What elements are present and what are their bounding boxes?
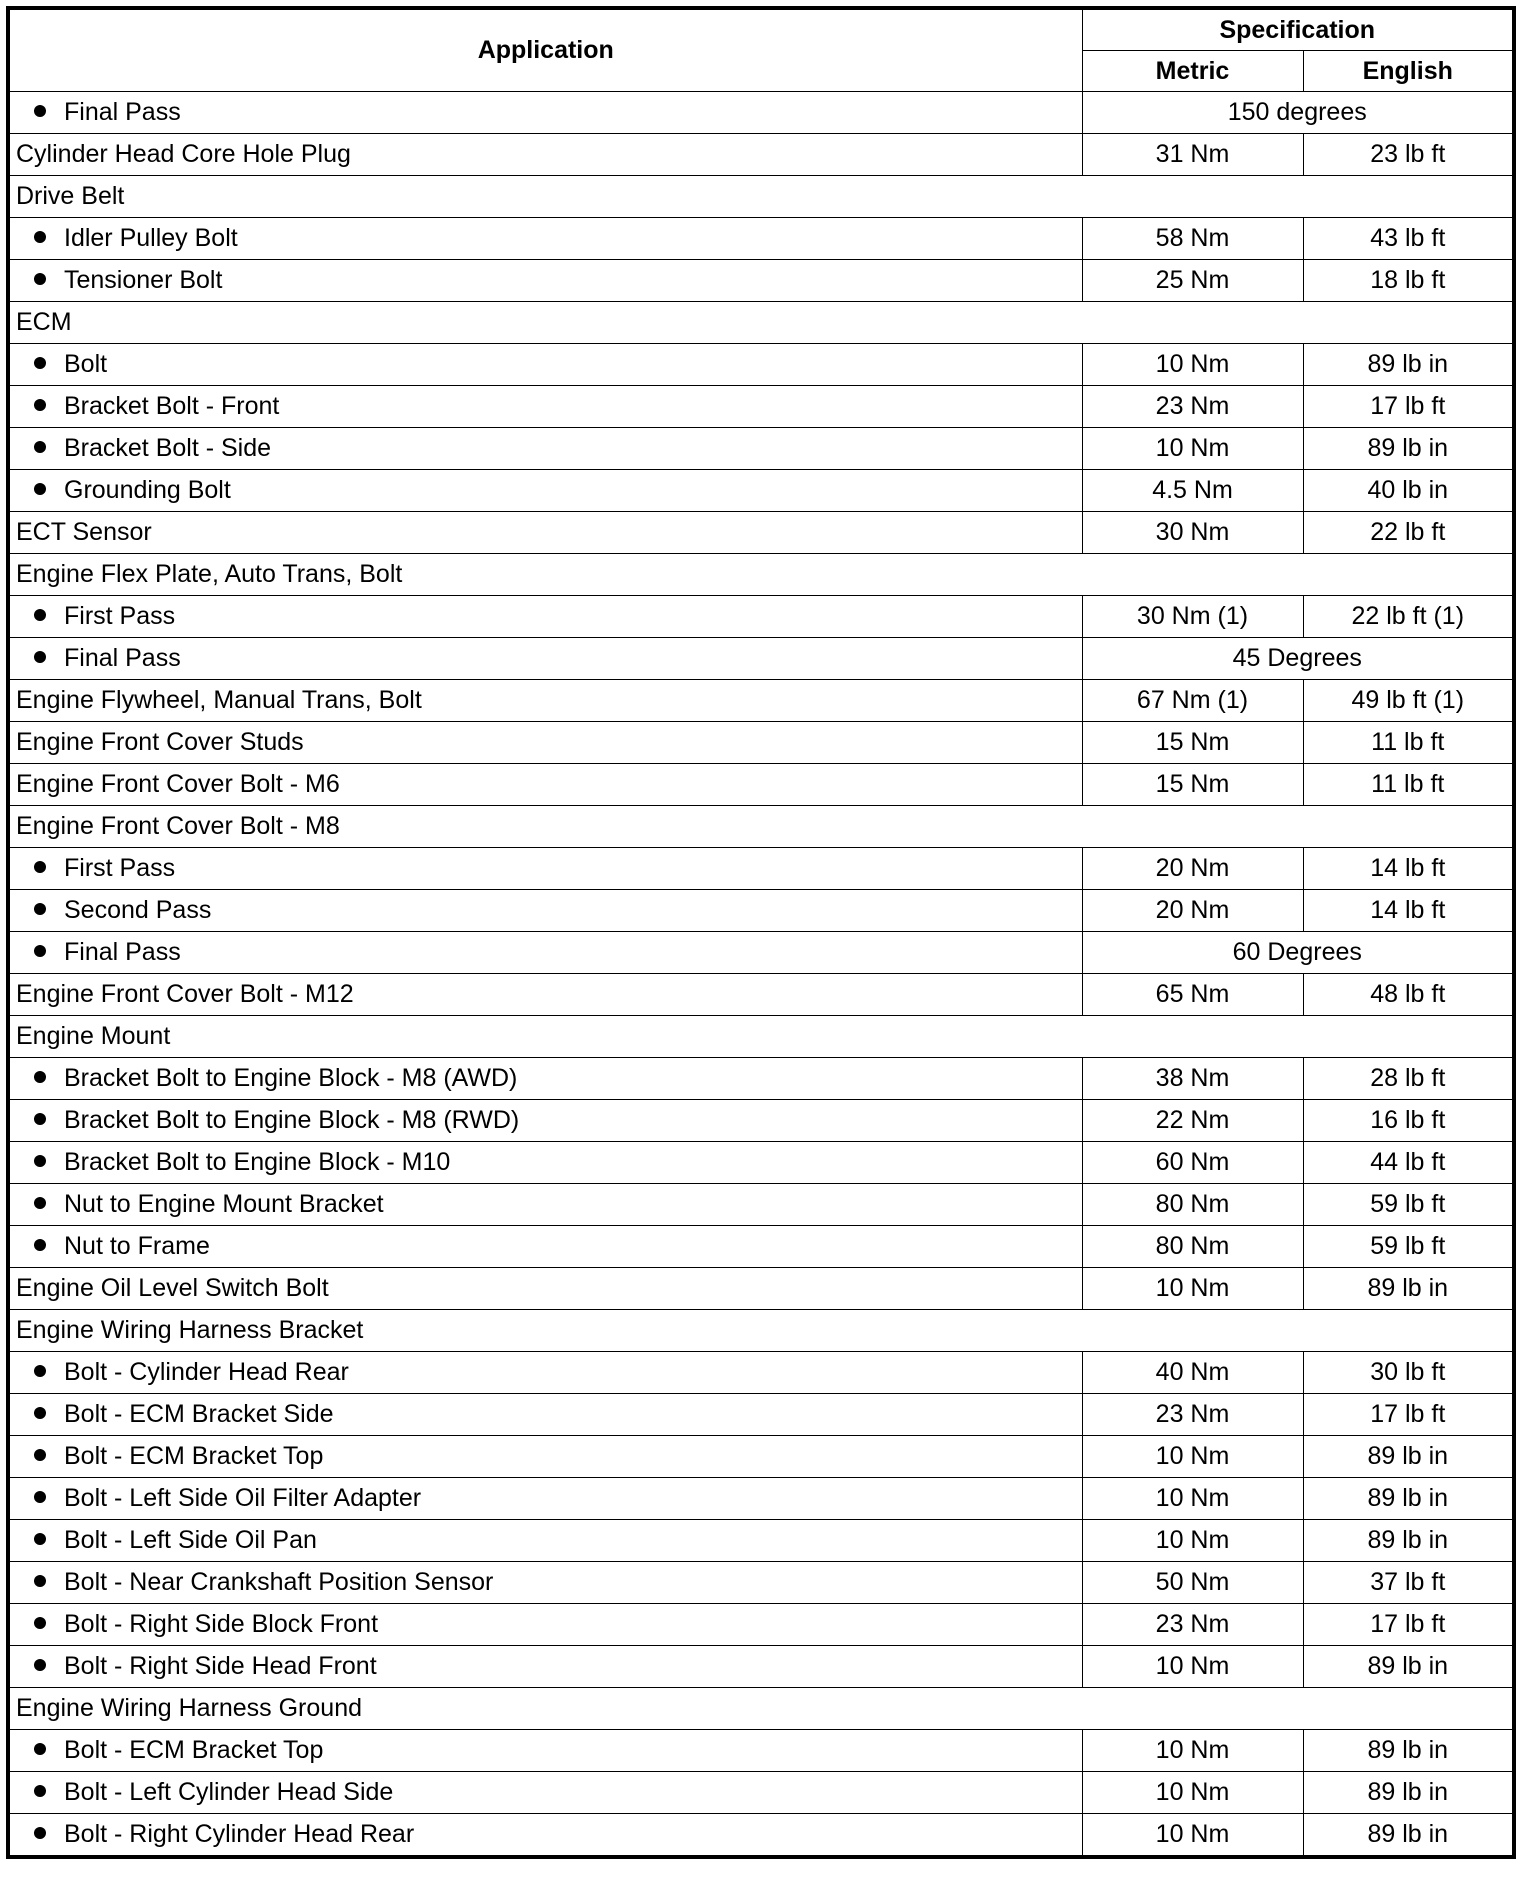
metric-cell: 60 Nm <box>1082 1142 1303 1184</box>
metric-cell: 10 Nm <box>1082 1814 1303 1858</box>
table-row <box>8 92 1514 134</box>
application-cell <box>8 1436 1082 1478</box>
table-row <box>8 848 1514 890</box>
bullet-icon <box>34 1743 46 1755</box>
english-cell: 16 lb ft <box>1303 1100 1514 1142</box>
english-cell: 89 lb in <box>1303 344 1514 386</box>
application-cell <box>8 932 1082 974</box>
application-label: Bolt - Cylinder Head Rear <box>64 1358 349 1386</box>
application-label: Bracket Bolt - Front <box>64 392 280 420</box>
table-row <box>8 512 1514 554</box>
application-cell <box>8 1814 1082 1858</box>
application-cell <box>8 974 1082 1016</box>
bullet-icon <box>34 1365 46 1377</box>
table-row <box>8 1520 1514 1562</box>
table-row <box>8 722 1514 764</box>
table-row <box>8 1268 1514 1310</box>
application-label: ECM <box>16 308 72 336</box>
application-cell <box>8 1142 1082 1184</box>
english-cell: 48 lb ft <box>1303 974 1514 1016</box>
metric-cell: 30 Nm <box>1082 512 1303 554</box>
application-cell <box>8 470 1082 512</box>
application-cell <box>8 260 1082 302</box>
application-cell <box>8 1310 1514 1352</box>
application-label: ECT Sensor <box>16 518 152 546</box>
table-group-row <box>8 302 1514 344</box>
application-cell <box>8 638 1082 680</box>
bullet-icon <box>34 273 46 285</box>
english-cell: 44 lb ft <box>1303 1142 1514 1184</box>
bullet-icon <box>34 609 46 621</box>
application-label: First Pass <box>64 854 176 882</box>
english-cell: 89 lb in <box>1303 1646 1514 1688</box>
english-cell: 89 lb in <box>1303 1436 1514 1478</box>
table-group-row <box>8 1688 1514 1730</box>
table-row <box>8 1646 1514 1688</box>
bullet-icon <box>34 399 46 411</box>
application-label: Final Pass <box>64 938 181 966</box>
table-row <box>8 1100 1514 1142</box>
english-cell: 89 lb in <box>1303 1772 1514 1814</box>
metric-cell: 50 Nm <box>1082 1562 1303 1604</box>
metric-cell: 10 Nm <box>1082 1478 1303 1520</box>
application-cell <box>8 1226 1082 1268</box>
english-cell: 59 lb ft <box>1303 1226 1514 1268</box>
bullet-icon <box>34 1197 46 1209</box>
application-label: Engine Mount <box>16 1022 171 1050</box>
metric-cell: 10 Nm <box>1082 1772 1303 1814</box>
table-row <box>8 890 1514 932</box>
application-label: Second Pass <box>64 896 212 924</box>
table-row <box>8 1436 1514 1478</box>
application-label: First Pass <box>64 602 176 630</box>
application-label: Bracket Bolt to Engine Block - M8 (RWD) <box>64 1106 520 1134</box>
bullet-icon <box>34 1617 46 1629</box>
header-row-top <box>8 8 1514 51</box>
column-header-specification: Specification <box>1082 8 1514 51</box>
table-header <box>8 8 1514 92</box>
application-label: Bolt - Left Side Oil Filter Adapter <box>64 1484 422 1512</box>
application-cell <box>8 92 1082 134</box>
application-cell <box>8 722 1082 764</box>
bullet-icon <box>34 231 46 243</box>
application-label: Grounding Bolt <box>64 476 231 504</box>
spec-combined-cell: 45 Degrees <box>1082 638 1514 680</box>
metric-cell: 10 Nm <box>1082 344 1303 386</box>
english-cell: 89 lb in <box>1303 1520 1514 1562</box>
application-cell <box>8 890 1082 932</box>
application-cell <box>8 344 1082 386</box>
application-label: Cylinder Head Core Hole Plug <box>16 140 351 168</box>
table-row <box>8 1226 1514 1268</box>
table-row <box>8 1394 1514 1436</box>
metric-cell: 40 Nm <box>1082 1352 1303 1394</box>
english-cell: 22 lb ft <box>1303 512 1514 554</box>
table-row <box>8 1772 1514 1814</box>
spec-combined-cell: 60 Degrees <box>1082 932 1514 974</box>
application-cell <box>8 1184 1082 1226</box>
metric-cell: 80 Nm <box>1082 1184 1303 1226</box>
column-header-application: Application <box>8 8 1082 92</box>
table-row <box>8 1814 1514 1858</box>
application-label: Bolt - Right Side Block Front <box>64 1610 379 1638</box>
metric-cell: 20 Nm <box>1082 848 1303 890</box>
metric-cell: 38 Nm <box>1082 1058 1303 1100</box>
application-cell <box>8 1478 1082 1520</box>
bullet-icon <box>34 1449 46 1461</box>
table-row <box>8 344 1514 386</box>
metric-cell: 20 Nm <box>1082 890 1303 932</box>
english-cell: 23 lb ft <box>1303 134 1514 176</box>
english-cell: 89 lb in <box>1303 428 1514 470</box>
table-row <box>8 470 1514 512</box>
bullet-icon <box>34 1113 46 1125</box>
bullet-icon <box>34 1533 46 1545</box>
metric-cell: 23 Nm <box>1082 1604 1303 1646</box>
application-label: Bolt - Right Cylinder Head Rear <box>64 1820 415 1848</box>
metric-cell: 4.5 Nm <box>1082 470 1303 512</box>
bullet-icon <box>34 1155 46 1167</box>
application-cell <box>8 848 1082 890</box>
table-row <box>8 1184 1514 1226</box>
application-label: Engine Front Cover Studs <box>16 728 304 756</box>
application-label: Drive Belt <box>16 182 125 210</box>
application-label: Engine Front Cover Bolt - M12 <box>16 980 354 1008</box>
table-row <box>8 218 1514 260</box>
english-cell: 17 lb ft <box>1303 386 1514 428</box>
application-cell <box>8 1688 1514 1730</box>
application-label: Final Pass <box>64 644 181 672</box>
table-group-row <box>8 1310 1514 1352</box>
table-row <box>8 386 1514 428</box>
table-row <box>8 1604 1514 1646</box>
metric-cell: 31 Nm <box>1082 134 1303 176</box>
application-label: Engine Wiring Harness Bracket <box>16 1316 364 1344</box>
metric-cell: 23 Nm <box>1082 386 1303 428</box>
table-body <box>8 92 1514 1858</box>
metric-cell: 10 Nm <box>1082 1730 1303 1772</box>
application-label: Nut to Frame <box>64 1232 210 1260</box>
english-cell: 14 lb ft <box>1303 848 1514 890</box>
application-label: Bracket Bolt to Engine Block - M10 <box>64 1148 451 1176</box>
english-cell: 89 lb in <box>1303 1814 1514 1858</box>
spec-combined-cell: 150 degrees <box>1082 92 1514 134</box>
english-cell: 89 lb in <box>1303 1478 1514 1520</box>
application-cell <box>8 806 1514 848</box>
application-label: Bolt - ECM Bracket Top <box>64 1736 324 1764</box>
bullet-icon <box>34 1239 46 1251</box>
table-row <box>8 134 1514 176</box>
application-label: Engine Front Cover Bolt - M6 <box>16 770 340 798</box>
application-label: Final Pass <box>64 98 181 126</box>
metric-cell: 10 Nm <box>1082 1520 1303 1562</box>
application-label: Engine Oil Level Switch Bolt <box>16 1274 329 1302</box>
metric-cell: 80 Nm <box>1082 1226 1303 1268</box>
application-label: Engine Front Cover Bolt - M8 <box>16 812 340 840</box>
bullet-icon <box>34 105 46 117</box>
application-cell <box>8 1646 1082 1688</box>
bullet-icon <box>34 861 46 873</box>
application-label: Bolt - ECM Bracket Side <box>64 1400 334 1428</box>
bullet-icon <box>34 441 46 453</box>
table-row <box>8 1352 1514 1394</box>
english-cell: 28 lb ft <box>1303 1058 1514 1100</box>
application-label: Bracket Bolt to Engine Block - M8 (AWD) <box>64 1064 518 1092</box>
application-label: Idler Pulley Bolt <box>64 224 238 252</box>
table-row <box>8 1478 1514 1520</box>
application-cell <box>8 1772 1082 1814</box>
application-label: Bolt - Left Side Oil Pan <box>64 1526 317 1554</box>
application-cell <box>8 1352 1082 1394</box>
application-cell <box>8 680 1082 722</box>
application-cell <box>8 1562 1082 1604</box>
table-row <box>8 1142 1514 1184</box>
application-label: Tensioner Bolt <box>64 266 223 294</box>
application-label: Bolt - ECM Bracket Top <box>64 1442 324 1470</box>
english-cell: 59 lb ft <box>1303 1184 1514 1226</box>
metric-cell: 10 Nm <box>1082 1436 1303 1478</box>
metric-cell: 22 Nm <box>1082 1100 1303 1142</box>
bullet-icon <box>34 1407 46 1419</box>
metric-cell: 10 Nm <box>1082 428 1303 470</box>
bullet-icon <box>34 903 46 915</box>
metric-cell: 10 Nm <box>1082 1646 1303 1688</box>
bullet-icon <box>34 1071 46 1083</box>
bullet-icon <box>34 1491 46 1503</box>
bullet-icon <box>34 945 46 957</box>
english-cell: 30 lb ft <box>1303 1352 1514 1394</box>
application-label: Engine Flex Plate, Auto Trans, Bolt <box>16 560 403 588</box>
metric-cell: 15 Nm <box>1082 764 1303 806</box>
table-row <box>8 1058 1514 1100</box>
english-cell: 49 lb ft (1) <box>1303 680 1514 722</box>
english-cell: 18 lb ft <box>1303 260 1514 302</box>
bullet-icon <box>34 651 46 663</box>
application-cell <box>8 1730 1082 1772</box>
application-cell <box>8 428 1082 470</box>
torque-spec-table-container <box>6 6 1512 1859</box>
bullet-icon <box>34 483 46 495</box>
bullet-icon <box>34 1785 46 1797</box>
table-row <box>8 596 1514 638</box>
table-row <box>8 1730 1514 1772</box>
application-label: Nut to Engine Mount Bracket <box>64 1190 384 1218</box>
application-cell <box>8 1058 1082 1100</box>
application-label: Bolt - Near Crankshaft Position Sensor <box>64 1568 494 1596</box>
metric-cell: 25 Nm <box>1082 260 1303 302</box>
table-row <box>8 764 1514 806</box>
metric-cell: 10 Nm <box>1082 1268 1303 1310</box>
english-cell: 43 lb ft <box>1303 218 1514 260</box>
english-cell: 89 lb in <box>1303 1730 1514 1772</box>
application-cell <box>8 1016 1514 1058</box>
table-row <box>8 680 1514 722</box>
application-label: Bracket Bolt - Side <box>64 434 272 462</box>
application-cell <box>8 1268 1082 1310</box>
application-cell <box>8 386 1082 428</box>
english-cell: 11 lb ft <box>1303 764 1514 806</box>
table-group-row <box>8 806 1514 848</box>
table-group-row <box>8 176 1514 218</box>
english-cell: 89 lb in <box>1303 1268 1514 1310</box>
english-cell: 11 lb ft <box>1303 722 1514 764</box>
bullet-icon <box>34 1827 46 1839</box>
application-cell <box>8 1100 1082 1142</box>
application-cell <box>8 764 1082 806</box>
application-cell <box>8 554 1514 596</box>
bullet-icon <box>34 357 46 369</box>
application-cell <box>8 596 1082 638</box>
column-header-english: English <box>1303 51 1514 92</box>
english-cell: 40 lb in <box>1303 470 1514 512</box>
table-row <box>8 428 1514 470</box>
metric-cell: 67 Nm (1) <box>1082 680 1303 722</box>
english-cell: 14 lb ft <box>1303 890 1514 932</box>
column-header-metric: Metric <box>1082 51 1303 92</box>
table-row <box>8 974 1514 1016</box>
application-label: Bolt <box>64 350 108 378</box>
application-cell <box>8 1520 1082 1562</box>
table-group-row <box>8 554 1514 596</box>
english-cell: 17 lb ft <box>1303 1394 1514 1436</box>
bullet-icon <box>34 1659 46 1671</box>
application-label: Engine Flywheel, Manual Trans, Bolt <box>16 686 422 714</box>
table-row <box>8 260 1514 302</box>
table-row <box>8 638 1514 680</box>
table-row <box>8 1562 1514 1604</box>
application-cell <box>8 1394 1082 1436</box>
table-row <box>8 932 1514 974</box>
english-cell: 22 lb ft (1) <box>1303 596 1514 638</box>
application-label: Bolt - Right Side Head Front <box>64 1652 377 1680</box>
application-cell <box>8 134 1082 176</box>
application-cell <box>8 1604 1082 1646</box>
english-cell: 17 lb ft <box>1303 1604 1514 1646</box>
metric-cell: 23 Nm <box>1082 1394 1303 1436</box>
application-cell <box>8 512 1082 554</box>
table-group-row <box>8 1016 1514 1058</box>
bullet-icon <box>34 1575 46 1587</box>
metric-cell: 15 Nm <box>1082 722 1303 764</box>
application-cell <box>8 218 1082 260</box>
application-label: Engine Wiring Harness Ground <box>16 1694 362 1722</box>
application-cell <box>8 302 1514 344</box>
application-label: Bolt - Left Cylinder Head Side <box>64 1778 394 1806</box>
english-cell: 37 lb ft <box>1303 1562 1514 1604</box>
metric-cell: 58 Nm <box>1082 218 1303 260</box>
metric-cell: 65 Nm <box>1082 974 1303 1016</box>
application-cell <box>8 176 1514 218</box>
metric-cell: 30 Nm (1) <box>1082 596 1303 638</box>
torque-spec-table <box>6 6 1516 1859</box>
